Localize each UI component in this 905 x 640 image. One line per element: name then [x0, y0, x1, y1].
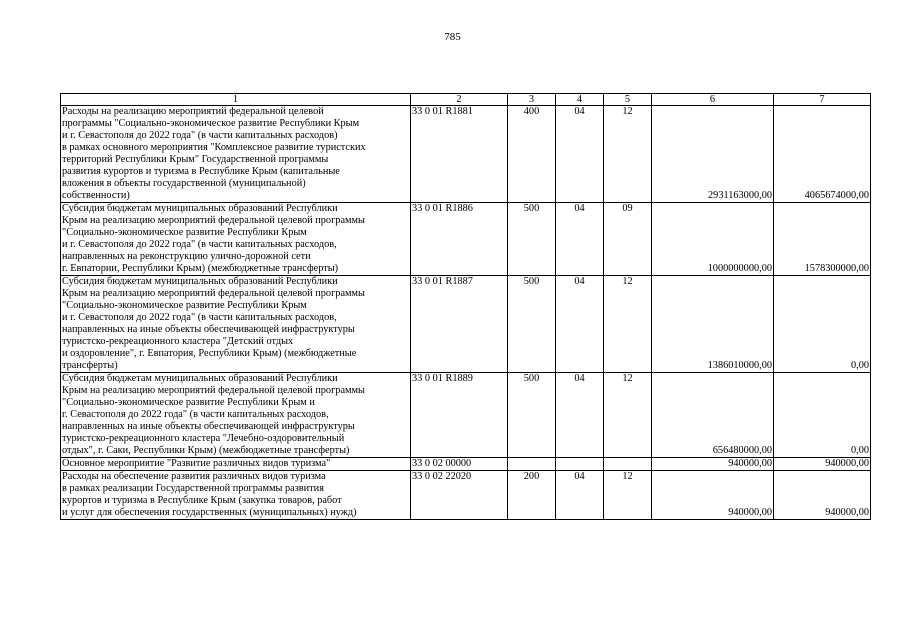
row-col5: 12 — [604, 471, 652, 520]
row-description: Субсидия бюджетам муниципальных образований Республики Крым на реализацию мероприятий федеральной целевой программы "Социально-экономическое развитие Республики Крым и г. Севастополя до 2022 года" (в части капитальных расходов, направленных на иные объекты обеспечивающей инфраструктуры туристско-рекреационного кластера "Лечебно-оздоровительный отдых", г. Саки, Республики Крым) (межбюджетные трансферты) — [61, 373, 411, 458]
row-col3: 400 — [508, 106, 556, 203]
header-cell: 3 — [508, 94, 556, 106]
table-row — [61, 471, 871, 520]
row-col5: 12 — [604, 276, 652, 373]
row-description: Субсидия бюджетам муниципальных образований Республики Крым на реализацию мероприятий федеральной целевой программы "Социально-экономическое развитие Республики Крым и г. Севастополя до 2022 года" (в части капитальных расходов, направленных на иные объекты обеспечивающей инфраструктуры туристско-рекреационного кластера "Детский отдых и оздоровление", г. Евпатория, Республики Крым) (межбюджетные трансферты) — [61, 276, 411, 373]
table-header-row — [61, 94, 871, 106]
row-amount-col6: 1386010000,00 — [652, 276, 774, 373]
row-amount-col7: 940000,00 — [774, 458, 871, 471]
row-code: 33 0 01 R1881 — [411, 106, 508, 203]
row-col3: 200 — [508, 471, 556, 520]
row-description: Расходы на реализацию мероприятий федеральной целевой программы "Социально-экономическое развитие Республики Крым и г. Севастополя до 2022 года" (в части капитальных расходов) в рамках основного мероприятия "Комплексное развитие туристских территорий Республики Крым" Государственной программы развития курортов и туризма в Республике Крым (капитальные вложения в объекты государственной (муниципальной) собственности) — [61, 106, 411, 203]
row-code: 33 0 01 R1886 — [411, 203, 508, 276]
table-row — [61, 373, 871, 458]
row-code: 33 0 02 00000 — [411, 458, 508, 471]
row-amount-col6: 2931163000,00 — [652, 106, 774, 203]
table-row — [61, 458, 871, 471]
row-col3: 500 — [508, 276, 556, 373]
row-amount-col6: 1000000000,00 — [652, 203, 774, 276]
table-row — [61, 203, 871, 276]
row-col5: 12 — [604, 106, 652, 203]
table-row — [61, 106, 871, 203]
row-description: Основное мероприятие "Развитие различных видов туризма" — [61, 458, 411, 471]
row-col4: 04 — [556, 106, 604, 203]
row-col4 — [556, 458, 604, 471]
row-amount-col7: 940000,00 — [774, 471, 871, 520]
row-col4: 04 — [556, 373, 604, 458]
table-row — [61, 276, 871, 373]
row-code: 33 0 01 R1889 — [411, 373, 508, 458]
row-col5: 12 — [604, 373, 652, 458]
row-col5: 09 — [604, 203, 652, 276]
row-amount-col7: 0,00 — [774, 276, 871, 373]
row-col4: 04 — [556, 203, 604, 276]
header-cell: 6 — [652, 94, 774, 106]
row-col3: 500 — [508, 203, 556, 276]
row-description: Расходы на обеспечение развития различных видов туризма в рамках реализации Государственной программы развития курортов и туризма в Республике Крым (закупка товаров, работ и услуг для обеспечения государственных (муниципальных) нужд) — [61, 471, 411, 520]
page-number: 785 — [444, 31, 461, 43]
row-code: 33 0 01 R1887 — [411, 276, 508, 373]
header-cell: 1 — [61, 94, 411, 106]
header-cell: 2 — [411, 94, 508, 106]
row-col3: 500 — [508, 373, 556, 458]
row-amount-col6: 940000,00 — [652, 458, 774, 471]
header-cell: 4 — [556, 94, 604, 106]
row-code: 33 0 02 22020 — [411, 471, 508, 520]
row-col5 — [604, 458, 652, 471]
row-col4: 04 — [556, 471, 604, 520]
row-description: Субсидия бюджетам муниципальных образований Республики Крым на реализацию мероприятий федеральной целевой программы "Социально-экономическое развитие Республики Крым и г. Севастополя до 2022 года" (в части капитальных расходов, направленных на реконструкцию улично-дорожной сети г. Евпатории, Республики Крым) (межбюджетные трансферты) — [61, 203, 411, 276]
budget-table — [60, 93, 871, 520]
row-amount-col7: 4065674000,00 — [774, 106, 871, 203]
row-col4: 04 — [556, 276, 604, 373]
header-cell: 5 — [604, 94, 652, 106]
row-amount-col6: 656480000,00 — [652, 373, 774, 458]
header-cell: 7 — [774, 94, 871, 106]
row-amount-col7: 1578300000,00 — [774, 203, 871, 276]
row-col3 — [508, 458, 556, 471]
row-amount-col6: 940000,00 — [652, 471, 774, 520]
row-amount-col7: 0,00 — [774, 373, 871, 458]
